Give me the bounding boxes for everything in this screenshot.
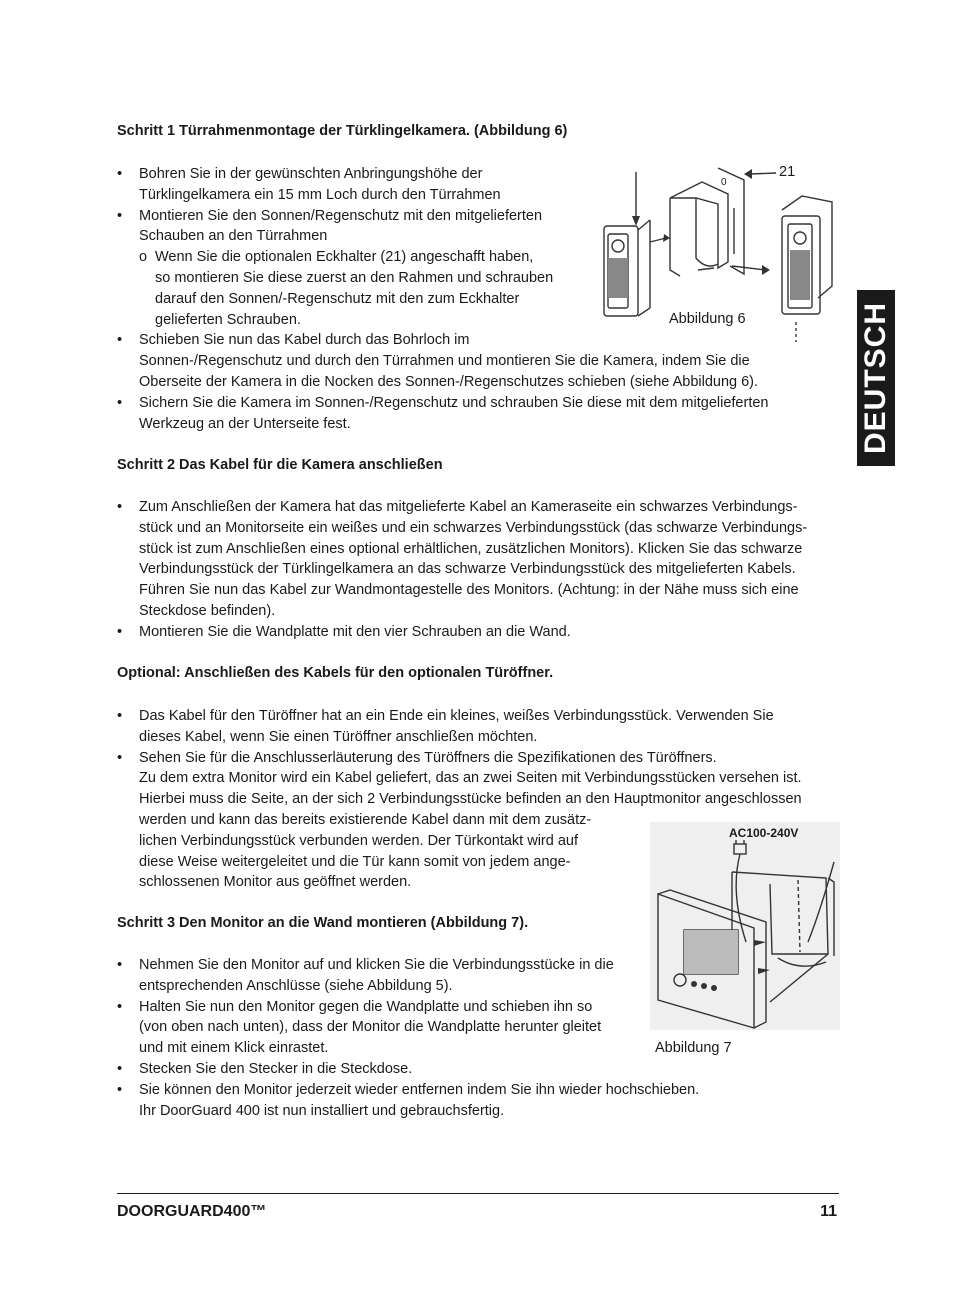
text-line: lichen Verbindungsstück verbunden werden. Der Türkontakt wird auf [139,832,579,849]
text-line: schlossenen Monitor aus geöffnet werden. [139,874,412,891]
list-item [117,497,837,622]
text-line: dieses Kabel, wenn Sie einen Türöffner anschließen möchten. [139,728,538,745]
text-line: werden und kann das bereits existierende Kabel dann mit dem zusätz- [139,811,592,828]
figure7-monitor-mounting-illustration [650,822,840,1030]
figure6-callout-label: 21 [779,164,796,180]
text-line: stück ist zum Anschließen eines optional erhältlichen, zusätzlichen Monitors). Klicken Sie das schwarze [139,540,803,557]
footer-rule [117,1193,839,1194]
footer-page-number: 11 [820,1203,837,1220]
text-line: • Sehen Sie für die Anschlusserläuterung des Türöffners die Spezifikationen des Türöffners. [139,749,717,766]
text-line: • Stecken Sie den Stecker in die Steckdose. [139,1060,413,1077]
language-tab [857,290,895,466]
text-line: • Sichern Sie die Kamera im Sonnen-/Regenschutz und schrauben Sie diese mit dem mitgelieferten [139,394,769,411]
step1-heading: Schritt 1 Türrahmenmontage der Türklingelkamera. (Abbildung 6) [117,123,568,139]
step2-list [117,497,837,643]
text-line: darauf den Sonnen/-Regenschutz mit den zum Eckhalter [155,290,520,307]
text-line: Werkzeug an der Unterseite fest. [139,415,351,432]
text-line: Zu dem extra Monitor wird ein Kabel geliefert, das an zwei Seiten mit Verbindungsstücken versehen ist. [139,770,802,787]
language-tab-label: DEUTSCH [859,301,893,455]
step3-heading: Schritt 3 Den Monitor an die Wand montieren (Abbildung 7). [117,915,529,931]
footer-product-name: DOORGUARD400™ [117,1203,267,1220]
text-line: diese Weise weitergeleitet und die Tür kann somit von jedem ange- [139,853,571,870]
text-line: Schauben an den Türrahmen [139,228,328,245]
text-line: Steckdose befinden). [139,602,276,619]
text-line: Oberseite der Kamera in die Nocken des Sonnen-/Regenschutzes schieben (siehe Abbildung 6). [139,373,759,390]
text-line: Sonnen-/Regenschutz und durch den Türrahmen und montieren Sie die Kamera, indem Sie die [139,353,750,370]
figure6-mark: 0 [721,177,727,188]
text-line: Hierbei muss die Seite, an der sich 2 Verbindungsstücke befinden an den Hauptmonitor angeschlossen [139,791,802,808]
list-item [117,706,839,748]
text-line: Führen Sie nun das Kabel zur Wandmontagestelle des Monitors. (Achtung: in der Nähe muss sich eine [139,582,799,599]
list-item [117,393,837,435]
text-line: • Halten Sie nun den Monitor gegen die Wandplatte und schieben ihn so [139,998,593,1015]
text-line: • Montieren Sie den Sonnen/Regenschutz mit den mitgelieferten [139,207,543,224]
figure7-voltage-label: AC100-240V [729,826,799,840]
list-item [117,1080,837,1122]
figure7-caption: Abbildung 7 [655,1040,732,1056]
optional-heading: Optional: Anschließen des Kabels für den optionalen Türöffner. [117,665,554,681]
text-line: o Wenn Sie die optionalen Eckhalter (21) angeschafft haben, [155,249,534,266]
text-line: (von oben nach unten), dass der Monitor die Wandplatte herunter gleitet [139,1019,602,1036]
text-line: • Bohren Sie in der gewünschten Anbringungshöhe der [139,166,483,182]
text-line: • Das Kabel für den Türöffner hat an ein Ende ein kleines, weißes Verbindungsstück. Verwenden Sie [139,708,774,724]
figure6-caption: Abbildung 6 [669,311,746,327]
step2-heading: Schritt 2 Das Kabel für die Kamera anschließen [117,457,443,473]
text-line: Ihr DoorGuard 400 ist nun installiert und gebrauchsfertig. [139,1102,505,1119]
list-item [117,622,837,643]
text-line: • Schieben Sie nun das Kabel durch das Bohrloch im [139,332,470,349]
text-line: Verbindungsstück der Türklingelkamera an das schwarze Verbindungsstück des mitgelieferten Kabels. [139,561,796,578]
text-line: Türklingelkamera ein 15 mm Loch durch den Türrahmen [139,186,501,203]
text-line: • Montieren Sie die Wandplatte mit den vier Schrauben an die Wand. [139,623,571,640]
text-line: • Zum Anschließen der Kamera hat das mitgelieferte Kabel an Kameraseite ein schwarzes Verbindungs- [139,499,798,515]
text-line: und mit einem Klick einrastet. [139,1040,329,1057]
text-line: gelieferten Schrauben. [155,311,301,328]
text-line: entsprechenden Anschlüsse (siehe Abbildung 5). [139,977,453,994]
text-line: stück und an Monitorseite ein weißes und ein schwarzes Verbindungsstück (das schwarze Verbindungs- [139,519,808,536]
list-item [117,1059,837,1080]
text-line: so montieren Sie diese zuerst an den Rahmen und schrauben [155,269,554,286]
text-line: • Sie können den Monitor jederzeit wieder entfernen indem Sie ihn wieder hochschieben. [139,1081,700,1098]
text-line: • Nehmen Sie den Monitor auf und klicken Sie die Verbindungsstücke in die [139,957,614,973]
